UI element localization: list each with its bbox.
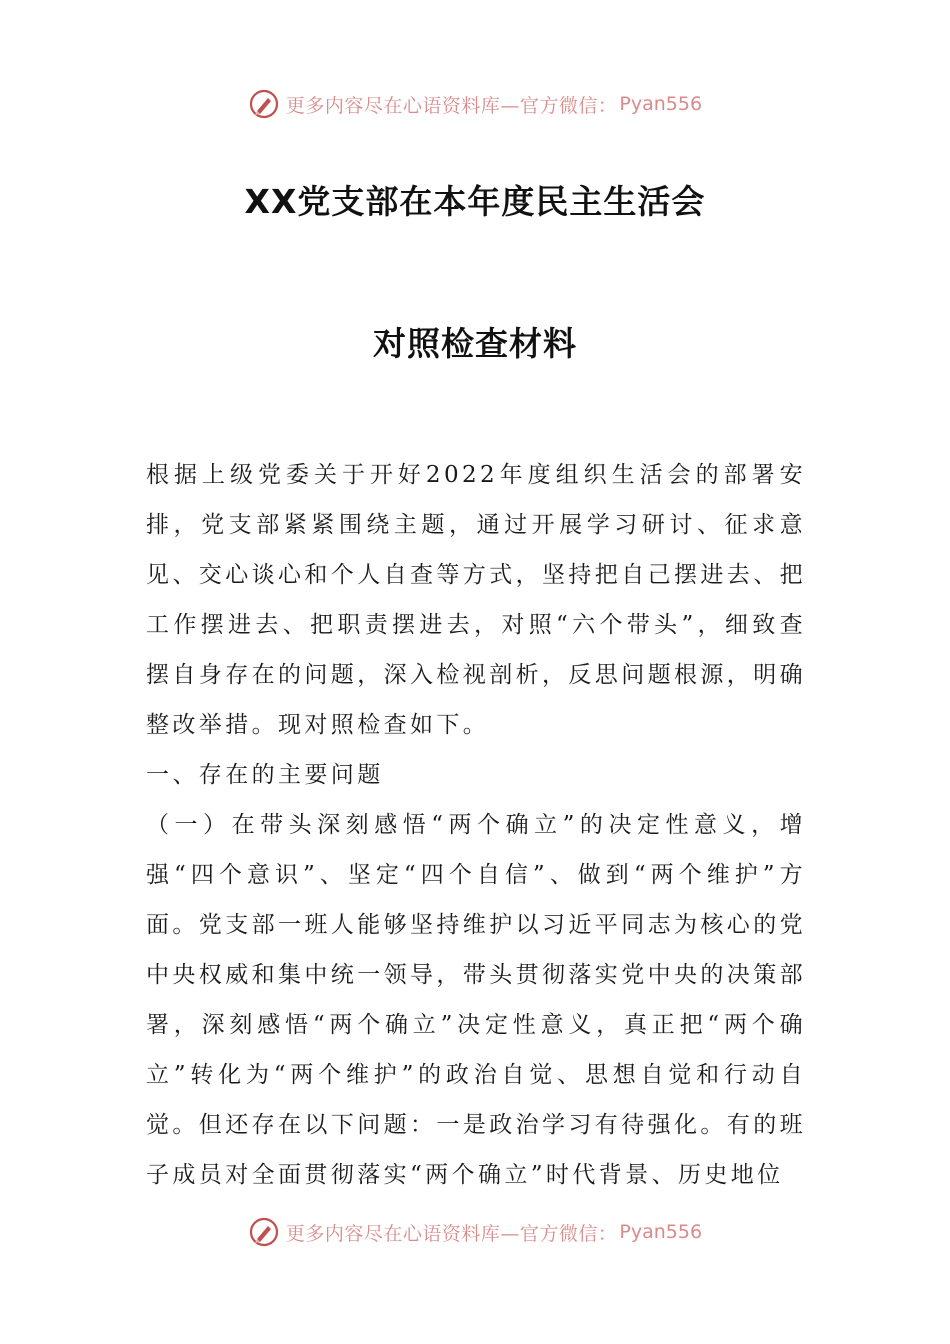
pen-logo-icon (248, 88, 280, 120)
paragraph-intro: 根据上级党委关于开好2022年度组织生活会的部署安排，党支部紧紧围绕主题，通过开展学习研讨、征求意见、交心谈心和个人自查等方式，坚持把自己摆进去、把工作摆进去、把职责摆进去，对照“六个带头”，细致查摆自身存在的问题，深入检视剖析，反思问题根源，明确整改举措。现对照检查如下。 (146, 462, 806, 738)
watermark-handle: Pyan556 (619, 1221, 703, 1243)
watermark-footer (0, 1212, 950, 1252)
section-heading: 一、存在的主要问题 (146, 762, 384, 788)
watermark-header (0, 84, 950, 124)
watermark-text: 更多内容尽在心语资料库—官方微信： (285, 1222, 618, 1245)
pen-logo-icon (248, 1216, 280, 1248)
paragraph-subsection-1: （一）在带头深刻感悟“两个确立”的决定性意义，增强“四个意识”、坚定“四个自信”、做到“两个维护”方面。党支部一班人能够坚持维护以习近平同志为核心的党中央权威和集中统一领导，带头贯彻落实党中央的决策部署，深刻感悟“两个确立”决定性意义，真正把“两个确立”转化为“两个维护”的政治自觉、思想自觉和行动自觉。但还存在以下问题：一是政治学习有待强化。有的班子成员对全面贯彻落实“两个确立”时代背景、历史地位 (146, 812, 806, 1188)
document-body (146, 450, 806, 1200)
document-title-line2: 对照检查材料 (373, 324, 577, 363)
watermark-handle: Pyan556 (619, 93, 703, 115)
document-title-line1: XX党支部在本年度民主生活会 (244, 182, 706, 221)
watermark-text: 更多内容尽在心语资料库—官方微信： (285, 94, 618, 117)
